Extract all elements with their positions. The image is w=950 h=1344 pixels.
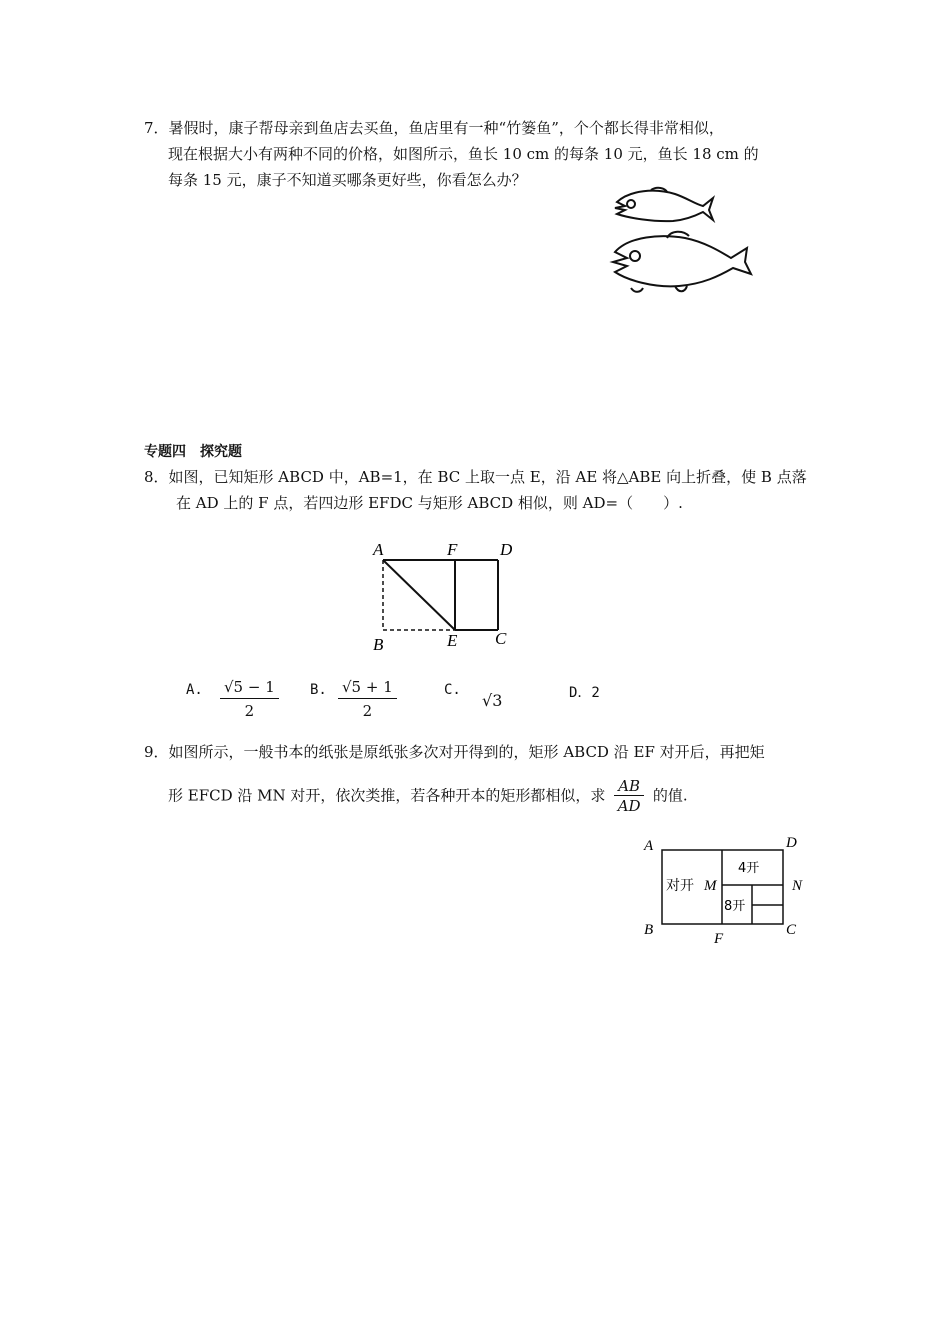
q7-line-3: 每条 15 元，康子不知道买哪条更好些，你看怎么办？ <box>168 171 527 189</box>
label-a: A <box>644 838 654 854</box>
option-a-numerator: √5 − 1 <box>220 676 279 699</box>
label-a: A <box>373 540 384 559</box>
label-quarter: 4开 <box>738 861 760 876</box>
q8-line-2: 在 AD 上的 F 点，若四边形 EFDC 与矩形 ABCD 相似，则 AD=（ ）. <box>176 494 683 512</box>
option-c-label: C. <box>444 682 461 698</box>
fold-line-ae <box>383 560 455 630</box>
option-a-label: A. <box>186 682 203 698</box>
q9-fraction-numerator: AB <box>614 777 644 796</box>
label-half: 对开 <box>666 878 694 894</box>
small-fish-icon <box>615 188 713 221</box>
q9-line-2-end: 的值. <box>652 786 688 805</box>
label-d: D <box>786 835 797 851</box>
label-f: F <box>714 931 724 947</box>
q9-fraction-denominator: AD <box>617 797 641 815</box>
q8-line-1: 8．如图，已知矩形 ABCD 中，AB=1，在 BC 上取一点 E，沿 AE 将△ABE 向上折叠，使 B 点落 <box>144 468 807 486</box>
fold-figure <box>365 538 525 658</box>
option-a-fraction <box>220 676 279 723</box>
option-b-denominator: 2 <box>362 702 373 720</box>
label-e: E <box>447 631 458 650</box>
label-b: B <box>373 635 384 654</box>
q9-line-1: 9．如图所示，一般书本的纸张是原纸张多次对开得到的，矩形 ABCD 沿 EF 对开后，再把矩 <box>144 743 765 761</box>
label-m: M <box>704 878 717 894</box>
option-c-value: √3 <box>482 691 503 710</box>
option-a-denominator: 2 <box>244 702 255 720</box>
label-c: C <box>495 629 507 648</box>
label-eighth: 8开 <box>724 899 746 914</box>
q9-line-2 <box>168 777 688 816</box>
large-fish-icon <box>613 232 751 292</box>
label-d: D <box>500 540 513 559</box>
label-b: B <box>644 922 654 938</box>
option-b-numerator: √5 + 1 <box>338 676 397 699</box>
q7-line-1: 7．暑假时，康子帮母亲到鱼店去买鱼，鱼店里有一种“竹篓鱼”，个个都长得非常相似， <box>144 119 724 137</box>
q9-fraction <box>614 777 644 816</box>
option-b-fraction <box>338 676 397 723</box>
option-d: D．2 <box>569 685 600 701</box>
q9-line-2-text: 形 EFCD 沿 MN 对开，依次类推，若各种开本的矩形都相似，求 <box>168 786 606 805</box>
fish-figure <box>605 180 765 300</box>
label-c: C <box>786 922 797 938</box>
option-b-label: B. <box>310 682 327 698</box>
section-title: 专题四 探究题 <box>144 444 242 460</box>
q7-line-2: 现在根据大小有两种不同的价格，如图所示，鱼长 10 cm 的每条 10 元，鱼长 18 cm 的 <box>168 145 759 163</box>
paper-fold-figure <box>640 830 820 950</box>
label-f: F <box>447 540 458 559</box>
label-n: N <box>792 878 803 894</box>
